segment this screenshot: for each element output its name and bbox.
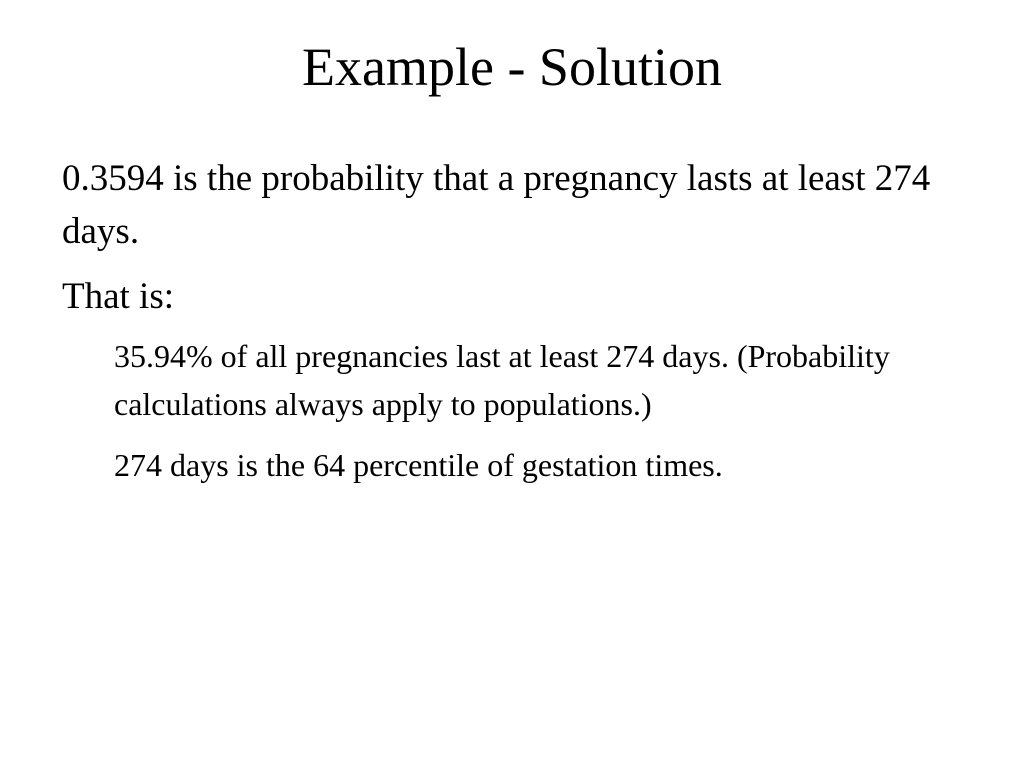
sub-points	[114, 332, 914, 489]
sub-point-percentage: 35.94% of all pregnancies last at least 274 days. (Probability calculations always apply to populations.)	[114, 338, 890, 422]
sub-point-percentile: 274 days is the 64 percentile of gestation times.	[114, 447, 723, 483]
probability-statement: 0.3594 is the probability that a pregnancy lasts at least 274 days.	[62, 158, 931, 252]
slide-title: Example - Solution	[302, 37, 722, 97]
slide-body	[62, 152, 982, 489]
that-is-label: That is:	[62, 276, 175, 317]
